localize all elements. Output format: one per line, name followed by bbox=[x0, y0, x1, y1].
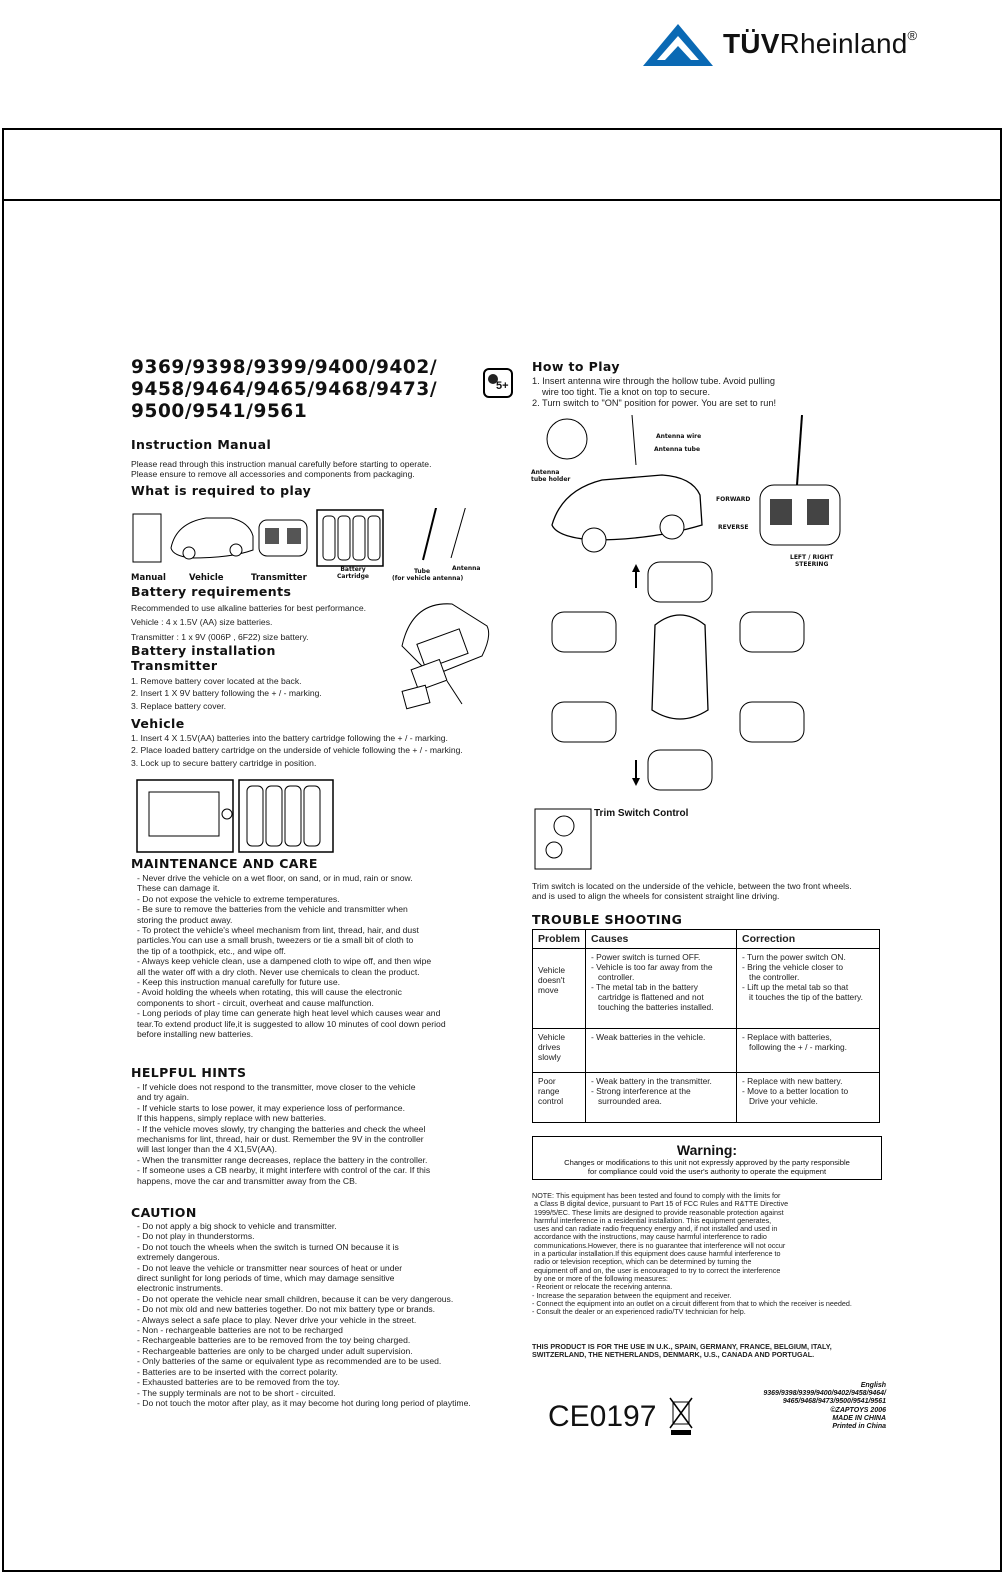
age-badge bbox=[483, 368, 513, 398]
manual-title: Instruction Manual bbox=[131, 437, 272, 452]
label-antenna-wire: Antenna wire bbox=[656, 433, 702, 440]
table-row bbox=[533, 949, 880, 1029]
caution-line: electronic instruments. bbox=[137, 1283, 223, 1294]
caution-line: - Do not leave the vehicle or transmitter near sources of heat or under bbox=[137, 1262, 403, 1273]
cell-causes: - Weak batteries in the vehicle. bbox=[586, 1029, 737, 1073]
transmitter-title: Transmitter bbox=[131, 658, 218, 673]
fcc-note: NOTE: This equipment has been tested and found to comply with the limits for a Class B digital device, pursuant to Part 15 of FCC Rules and R&TTE Directive 1999/5/EC. These limits are designed to provide reasonable protection against harmful interference in a residential installation. This equipment generates, uses and can radiate radio frequency energy and, if not installed and used in accordance with the instructions, may cause harmful interference to radio communications.However, there is no guarantee that interference will not occur in a particular installation.If this equipment does cause harmful interference to radio or television reception, which can be determined by turning the equipment off and on, the user is encouraged to try to correct the interference by one or more of the following measures: - Reorient or relocate the receiving antenna. - Increase the separation between the equipment and receiver. - Connect the equipment into an outlet on a circuit different from that to which the receiver is needed. - Consult the dealer or an experienced radio/TV technician for help. bbox=[532, 1191, 852, 1317]
item-manual: Manual bbox=[131, 573, 166, 583]
vehicle-step-1: 1. Insert 4 X 1.5V(AA) batteries into the battery cartridge following the + / - marking. bbox=[131, 733, 448, 743]
hint-line: - If vehicle starts to lose power, it may experience loss of performance. bbox=[137, 1102, 405, 1113]
hint-line: will last longer than the 4 X1,5V(AA). bbox=[137, 1144, 277, 1155]
caution-line: - Always select a safe place to play. Never drive your vehicle in the street. bbox=[137, 1314, 417, 1325]
weee-bin-icon bbox=[668, 1396, 694, 1436]
caution-line: - Do not play in thunderstorms. bbox=[137, 1231, 255, 1242]
model-numbers bbox=[131, 357, 437, 423]
transmitter-step-3: 3. Replace battery cover. bbox=[131, 700, 227, 711]
vehicle-battery-illustration bbox=[135, 778, 335, 854]
logo-registered: ® bbox=[907, 28, 918, 43]
howto-illustration bbox=[532, 415, 877, 575]
caution-line: - Do not mix old and new batteries together. Do not mix battery type or brands. bbox=[137, 1304, 436, 1315]
maintenance-title: MAINTENANCE AND CARE bbox=[131, 856, 318, 871]
required-title: What is required to play bbox=[131, 483, 312, 498]
howto-step-1b: wire too tight. Tie a knot on top to secure. bbox=[542, 387, 711, 397]
hint-line: happens, move the car and transmitter away from the CB. bbox=[137, 1175, 358, 1186]
hint-line: If this happens, simply replace with new batteries. bbox=[137, 1113, 327, 1124]
intro-line-2: Please ensure to remove all accessories and components from packaging. bbox=[131, 469, 415, 480]
maint-line: - Avoid holding the wheels when rotating, this will cause the electronic bbox=[137, 987, 402, 998]
tuv-logo bbox=[641, 22, 981, 70]
direction-diagram bbox=[550, 560, 810, 795]
maint-line: - Long periods of play time can generate high heat level which causes wear and bbox=[137, 1008, 441, 1019]
caution-line: - Only batteries of the same or equivalent type as recommended are to be used. bbox=[137, 1356, 442, 1367]
models-line-3: 9500/9541/9561 bbox=[131, 401, 308, 422]
item-antenna: Antenna bbox=[452, 565, 481, 572]
cell-correction: - Turn the power switch ON. - Bring the vehicle closer to the controller. - Lift up the metal tab so that it touches the tip of the battery. bbox=[737, 949, 880, 1029]
battery-req-line-2: Vehicle : 4 x 1.5V (AA) size batteries. bbox=[131, 617, 273, 628]
cell-causes: - Weak battery in the transmitter. - Strong interference at the surrounded area. bbox=[586, 1073, 737, 1123]
cell-correction: - Replace with new battery. - Move to a better location to Drive your vehicle. bbox=[737, 1073, 880, 1123]
item-transmitter: Transmitter bbox=[251, 573, 307, 583]
howto-title: How to Play bbox=[532, 359, 620, 374]
maint-line: storing the product away. bbox=[137, 914, 233, 925]
ce-mark: CE0197 bbox=[548, 1400, 657, 1433]
intro-line-1: Please read through this instruction manual carefully before starting to operate. bbox=[131, 459, 432, 469]
vehicle-step-3: 3. Lock up to secure battery cartridge in position. bbox=[131, 757, 317, 768]
transmitter-battery-illustration bbox=[392, 596, 497, 718]
caution-line: - The supply terminals are not to be short - circuited. bbox=[137, 1387, 336, 1398]
caution-line: direct sunlight for long periods of time, which may damage sensitive bbox=[137, 1273, 395, 1284]
maint-line: These can damage it. bbox=[137, 883, 220, 894]
cell-problem: Vehicle drives slowly bbox=[533, 1029, 586, 1073]
logo-tuv: TÜV bbox=[723, 28, 780, 59]
th-correction: Correction bbox=[737, 930, 880, 949]
models-line-1: 9369/9398/9399/9400/9402/ bbox=[131, 357, 438, 378]
caution-line: - Non - rechargeable batteries are not to be recharged bbox=[137, 1325, 343, 1336]
caution-line: extremely dangerous. bbox=[137, 1252, 220, 1263]
cell-correction: - Replace with batteries, following the + / - marking. bbox=[737, 1029, 880, 1073]
table-row bbox=[533, 1029, 880, 1073]
maint-line: the tip of a toothpick, etc., and wipe off. bbox=[137, 945, 286, 956]
maint-line: - Do not expose the vehicle to extreme temperatures. bbox=[137, 893, 340, 904]
trim-title: Trim Switch Control bbox=[594, 808, 689, 819]
item-tube: Tube (for vehicle antenna) bbox=[392, 568, 464, 582]
trim-switch-illustration bbox=[534, 808, 594, 872]
warning-title: Warning: bbox=[676, 1142, 738, 1158]
countries-note: THIS PRODUCT IS FOR THE USE IN U.K., SPAIN, GERMANY, FRANCE, BELGIUM, ITALY, SWITZERLAND, THE NETHERLANDS, DENMARK, U.S., CANADA AND PORTUGAL. bbox=[532, 1342, 832, 1360]
maint-line: tear.To extend product life,it is suggested to allow 10 minutes of cool down period bbox=[137, 1018, 446, 1029]
footer-info: English 9369/9398/9399/9400/9402/9458/9464/ 9465/9468/9473/9500/9541/9561 ©ZAPTOYS 2006 MADE IN CHINA Printed in China bbox=[763, 1382, 886, 1431]
hint-line: - When the transmitter range decreases, replace the battery in the controller. bbox=[137, 1154, 428, 1165]
caution-title: CAUTION bbox=[131, 1205, 197, 1220]
install-title: Battery installation bbox=[131, 643, 276, 658]
maint-line: - To protect the vehicle's wheel mechanism from lint, thread, hair, and dust bbox=[137, 925, 419, 936]
caution-line: - Do not apply a big shock to vehicle and transmitter. bbox=[137, 1221, 337, 1231]
hint-line: - If someone uses a CB nearby, it might interfere with control of the car. If this bbox=[137, 1165, 431, 1176]
label-antenna-tube: Antenna tube bbox=[654, 446, 701, 453]
caution-list bbox=[131, 1221, 521, 1408]
hint-line: - If the vehicle moves slowly, try changing the batteries and check the wheel bbox=[137, 1123, 426, 1134]
logo-rheinland: Rheinland bbox=[779, 28, 908, 59]
maint-line: components to short - circuit, overheat and cause malfunction. bbox=[137, 997, 374, 1008]
howto-step-2: 2. Turn switch to "ON" position for power. You are set to run! bbox=[532, 398, 776, 408]
hints-title: HELPFUL HINTS bbox=[131, 1065, 247, 1080]
label-forward: FORWARD bbox=[716, 496, 751, 503]
label-steering: LEFT / RIGHT STEERING bbox=[790, 554, 834, 568]
warning-text: Changes or modifications to this unit not expressly approved by the party responsible for compliance could void the user's authority to operate the equipment bbox=[564, 1158, 850, 1176]
caution-line: - Do not operate the vehicle near small children, because it can be very dangerous. bbox=[137, 1293, 454, 1304]
maint-line: - Never drive the vehicle on a wet floor, on sand, or in mud, rain or snow. bbox=[137, 873, 413, 883]
vehicle-title: Vehicle bbox=[131, 716, 185, 731]
battery-req-line-3: Transmitter : 1 x 9V (006P , 6F22) size battery. bbox=[131, 631, 309, 642]
hint-line: and try again. bbox=[137, 1092, 190, 1103]
trim-text-1: Trim switch is located on the underside of the vehicle, between the two front wheels. bbox=[532, 881, 852, 891]
cell-causes: - Power switch is turned OFF. - Vehicle is too far away from the controller. - The metal tab in the battery cartridge is flattened and not touching the batteries installed. bbox=[586, 949, 737, 1029]
battery-req-title: Battery requirements bbox=[131, 584, 292, 599]
vehicle-step-2: 2. Place loaded battery cartridge on the underside of vehicle following the + / - marking. bbox=[131, 745, 463, 756]
hints-list bbox=[131, 1082, 511, 1186]
trouble-title: TROUBLE SHOOTING bbox=[532, 912, 683, 927]
models-line-2: 9458/9464/9465/9468/9473/ bbox=[131, 379, 438, 400]
transmitter-step-1: 1. Remove battery cover located at the back. bbox=[131, 676, 302, 686]
caution-line: - Do not touch the wheels when the switch is turned ON because it is bbox=[137, 1241, 399, 1252]
howto-step-1: 1. Insert antenna wire through the hollow tube. Avoid pulling bbox=[532, 376, 775, 386]
item-vehicle: Vehicle bbox=[189, 573, 224, 583]
caution-line: - Exhausted batteries are to be removed from the toy. bbox=[137, 1377, 340, 1388]
label-reverse: REVERSE bbox=[718, 524, 749, 531]
item-battery-cartridge: Battery Cartridge bbox=[337, 566, 369, 580]
hint-line: mechanisms for lint, thread, hair or dust. Remember the 9V in the controller bbox=[137, 1134, 424, 1145]
caution-line: - Rechargeable batteries are to be removed from the toy being charged. bbox=[137, 1335, 411, 1346]
maint-line: particles.You can use a small brush, tweezers or tie a small bit of cloth to bbox=[137, 935, 414, 946]
header-divider bbox=[2, 199, 1002, 201]
caution-line: - Do not touch the motor after play, as it may become hot during long period of playtime. bbox=[137, 1397, 471, 1408]
transmitter-step-2: 2. Insert 1 X 9V battery following the + / - marking. bbox=[131, 688, 322, 699]
maint-line: all the water off with a dry cloth. Never use chemicals to clean the product. bbox=[137, 966, 420, 977]
trim-text-2: and is used to align the wheels for consistent straight line driving. bbox=[532, 891, 780, 902]
battery-req-line-1: Recommended to use alkaline batteries for best performance. bbox=[131, 603, 367, 613]
label-tube-holder: Antenna tube holder bbox=[531, 469, 571, 483]
tuv-triangle-icon bbox=[641, 22, 715, 68]
th-problem: Problem bbox=[533, 930, 586, 949]
th-causes: Causes bbox=[586, 930, 737, 949]
trouble-table bbox=[532, 929, 880, 1123]
caution-line: - Batteries are to be inserted with the correct polarity. bbox=[137, 1366, 338, 1377]
age-badge-label: 5+ bbox=[496, 380, 509, 392]
cell-problem: Vehicle doesn't move bbox=[533, 949, 586, 1029]
warning-box bbox=[532, 1136, 882, 1180]
maint-line: - Keep this instruction manual carefully for future use. bbox=[137, 977, 341, 988]
maintenance-list bbox=[131, 873, 511, 1040]
maint-line: - Always keep vehicle clean, use a dampened cloth to wipe off, and then wipe bbox=[137, 956, 432, 967]
caution-line: - Rechargeable batteries are only to be charged under adult supervision. bbox=[137, 1345, 413, 1356]
hint-line: - If vehicle does not respond to the transmitter, move closer to the vehicle bbox=[137, 1082, 416, 1092]
maint-line: before installing new batteries. bbox=[137, 1029, 254, 1040]
table-row bbox=[533, 1073, 880, 1123]
cell-problem: Poor range control bbox=[533, 1073, 586, 1123]
maint-line: - Be sure to remove the batteries from the vehicle and transmitter when bbox=[137, 904, 408, 915]
